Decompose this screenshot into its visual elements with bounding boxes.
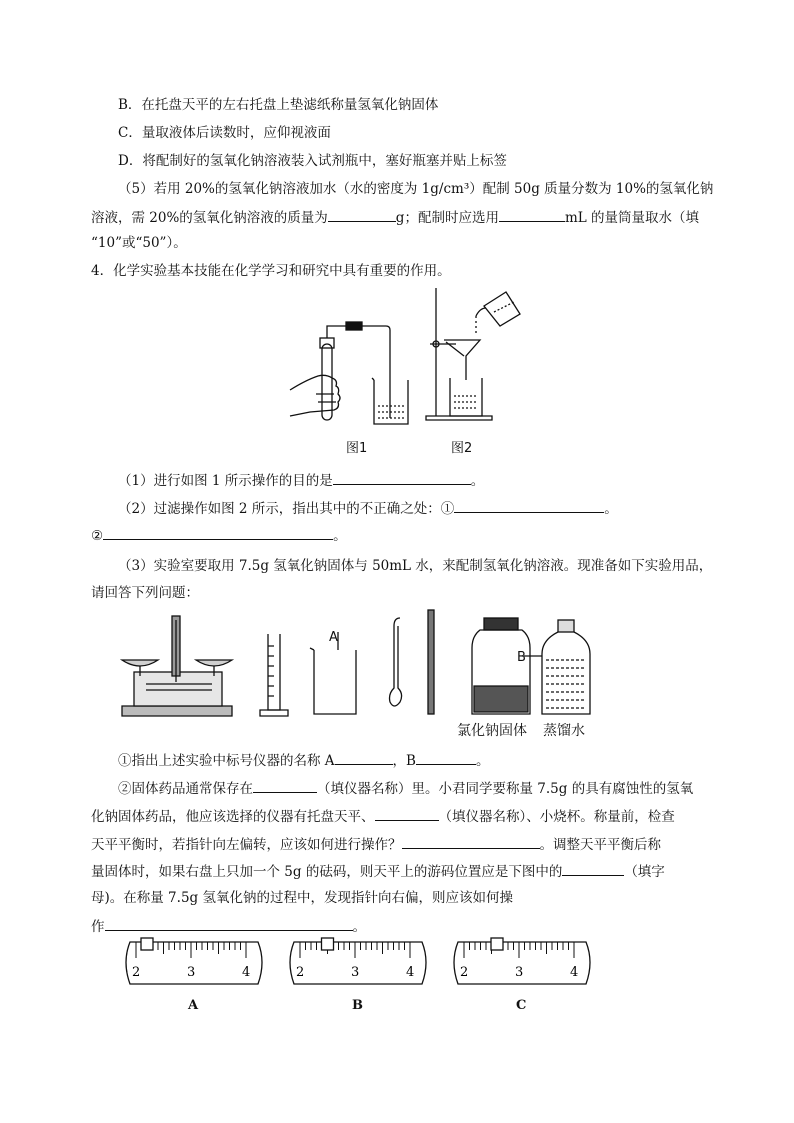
text: 。调整天平平衡后称 (539, 837, 661, 853)
text: ，B (392, 753, 416, 769)
sub-2-line5: 母)。在称量 7.5g 氢氧化钠的过程中，发现指针向右偏，则应该如何操 (91, 890, 513, 906)
ruler-tick-label: 2 (296, 965, 305, 980)
text: ②固体药品通常保存在 (118, 781, 253, 797)
text: 量固体时，如果右盘上只加一个 5g 的砝码，则天平上的游码位置应是下图中的 (91, 864, 563, 880)
sub-2-line3 (91, 834, 661, 854)
text: 。 (475, 753, 490, 769)
question-4-title: 4．化学实验基本技能在化学学习和研究中具有重要的作用。 (91, 263, 451, 279)
question-5-line2 (91, 207, 699, 227)
text: 溶液，需 20%的氢氧化钠溶液的质量为 (91, 210, 328, 226)
ruler-b (282, 936, 432, 988)
text: （1）进行如图 1 所示操作的目的是 (118, 473, 333, 489)
answer-blank[interactable] (328, 207, 396, 222)
text: 作 (91, 919, 105, 935)
text: 。 (333, 528, 347, 544)
ruler-tick-label: 4 (570, 965, 579, 980)
ruler-slider (322, 938, 334, 950)
ruler-c (446, 936, 596, 988)
answer-blank[interactable] (416, 750, 476, 765)
text: 。 (470, 473, 485, 489)
text: （填仪器名称）、小烧杯。称量前，检查 (438, 809, 675, 825)
question-5-line1: （5）若用 20%的氢氧化钠溶液加水（水的密度为 1g/cm³）配制 50g 质量分数为 10%的氢氧化钠 (118, 181, 714, 197)
answer-blank[interactable] (375, 806, 439, 821)
part-3-line1: （3）实验室要取用 7.5g 氢氧化钠固体与 50mL 水，来配制氢氧化钠溶液。现准备如下实验用品， (118, 558, 713, 574)
ruler-a (118, 936, 268, 988)
answer-blank[interactable] (105, 916, 353, 931)
option-c: C．量取液体后读数时，应仰视液面 (118, 125, 331, 141)
sub-2-line4 (91, 861, 665, 881)
answer-blank[interactable] (499, 207, 565, 222)
answer-blank[interactable] (253, 778, 317, 793)
ruler-label-b: B (352, 998, 363, 1013)
answer-blank[interactable] (402, 834, 540, 849)
question-5-line3: “10”或“50”）。 (91, 235, 187, 251)
ruler-tick-label: 2 (132, 965, 141, 980)
solid-label: 氯化钠固体 (457, 723, 527, 739)
ruler-tick-label: 2 (460, 965, 469, 980)
text: ② (91, 528, 104, 544)
ruler-tick-label: 3 (515, 965, 524, 980)
text: （填仪器名称）里。小君同学要称量 7.5g 的具有腐蚀性的氢氧 (317, 781, 694, 797)
ruler-label-c: C (516, 998, 527, 1013)
sub-2-line2 (91, 806, 675, 826)
sub-1 (118, 750, 489, 770)
ruler-tick-label: 4 (406, 965, 415, 980)
text: 。 (352, 919, 366, 935)
sub-2-line1 (118, 778, 693, 798)
part-2-second (91, 525, 347, 545)
ruler-tick-label: 3 (187, 965, 196, 980)
apparatus-figure (118, 606, 598, 726)
ruler-slider (491, 938, 503, 950)
text: g；配制时应选用 (395, 210, 499, 226)
label-b: B (517, 650, 526, 665)
ruler-tick-label: 3 (351, 965, 360, 980)
option-d: D．将配制好的氢氧化钠溶液装入试剂瓶中，塞好瓶塞并贴上标签 (118, 153, 507, 169)
answer-blank[interactable] (335, 750, 393, 765)
label-a: A (329, 630, 338, 645)
figure-2-label: 图2 (451, 441, 473, 456)
text: （2）过滤操作如图 2 所示，指出其中的不正确之处：① (118, 501, 455, 517)
part-1 (118, 470, 484, 490)
text: 天平平衡时，若指针向左偏转，应该如何进行操作？ (91, 837, 402, 853)
option-b: B．在托盘天平的左右托盘上垫滤纸称量氢氧化钠固体 (118, 97, 439, 113)
answer-blank[interactable] (562, 861, 624, 876)
part-2 (118, 498, 618, 518)
text: mL 的量筒量取水（填 (564, 210, 700, 226)
answer-blank[interactable] (333, 470, 471, 485)
text: （填字 (624, 864, 665, 880)
ruler-label-a: A (188, 998, 199, 1013)
ruler-tick-label: 4 (242, 965, 251, 980)
sub-2-line6 (91, 916, 366, 936)
answer-blank[interactable] (103, 525, 333, 540)
part-3-line2: 请回答下列问题： (91, 585, 199, 601)
ruler-slider (141, 938, 153, 950)
text: 化钠固体药品，他应该选择的仪器有托盘天平、 (91, 809, 375, 825)
text: 。 (604, 501, 618, 517)
water-label: 蒸馏水 (543, 723, 585, 739)
text: ①指出上述实验中标号仪器的名称 A (118, 753, 335, 769)
answer-blank[interactable] (454, 498, 604, 513)
figure-1-label: 图1 (346, 441, 368, 456)
figure-1-2 (280, 284, 530, 456)
